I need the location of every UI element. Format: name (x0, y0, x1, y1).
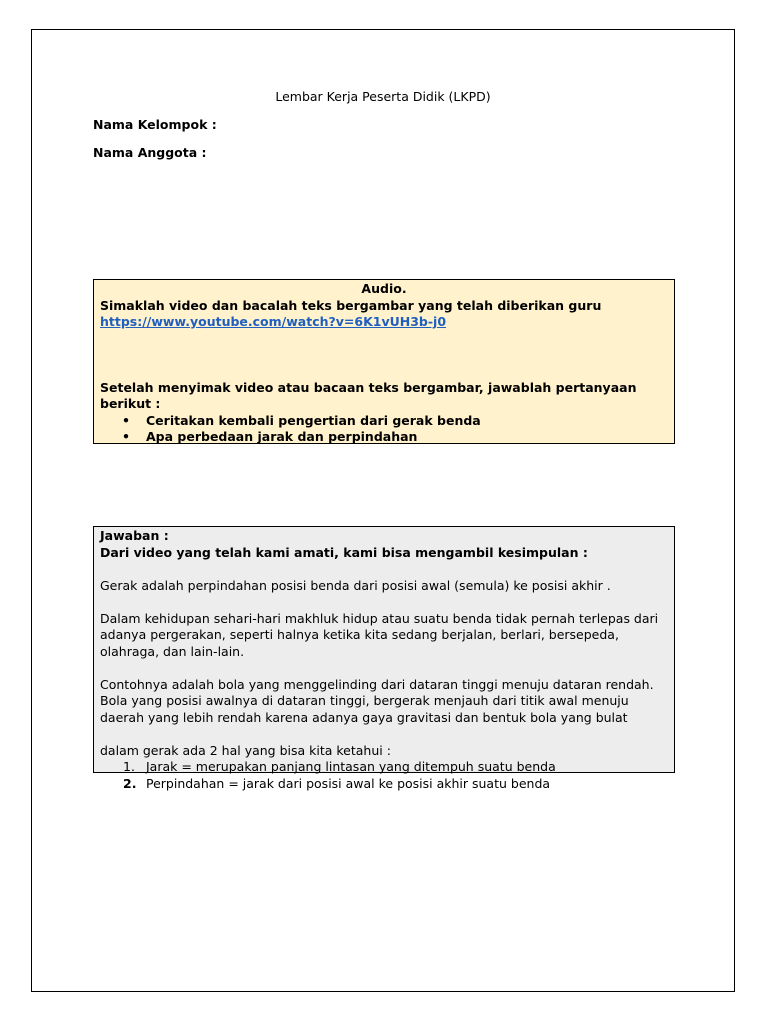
group-name-label: Nama Kelompok : (93, 117, 217, 132)
list-item (100, 429, 668, 446)
answer-paragraph: Gerak adalah perpindahan posisi benda dari posisi awal (semula) ke posisi akhir . (100, 577, 611, 593)
list-item (100, 759, 668, 776)
list-item (100, 776, 668, 793)
audio-heading: Audio. (361, 281, 407, 296)
list-item (100, 413, 668, 430)
answer-intro: Dari video yang telah kami amati, kami bisa mengambil kesimpulan : (100, 544, 588, 560)
answer-list (100, 759, 668, 792)
answer-heading: Jawaban : (100, 528, 169, 543)
document-page (31, 29, 735, 992)
list-intro: dalam gerak ada 2 hal yang bisa kita ketahui : (100, 742, 391, 758)
bullet-icon: • (122, 412, 130, 428)
audio-instruction: Simaklah video dan bacalah teks bergambar yang telah diberikan guru (100, 297, 602, 313)
list-number: 2. (123, 775, 137, 791)
answer-paragraph: Contohnya adalah bola yang menggelinding dari dataran tinggi menuju dataran rendah. Bola yang posisi awalnya di dataran tinggi, bergerak menjauh dari titik awal menuju daerah yang lebih rendah karena adanya gaya gravitasi dan bentuk bola yang bulat (100, 676, 654, 725)
document-title: Lembar Kerja Peserta Didik (LKPD) (275, 89, 491, 104)
list-number: 1. (123, 759, 135, 774)
answer-box (93, 526, 675, 791)
bullet-icon: • (122, 429, 130, 444)
members-label: Nama Anggota : (93, 145, 207, 160)
list-text: Jarak = merupakan panjang lintasan yang ditempuh suatu benda (146, 759, 556, 774)
answer-paragraph: Dalam kehidupan sehari-hari makhluk hidup atau suatu benda tidak pernah terlepas dari adanya pergerakan, seperti halnya ketika kita sedang berjalan, berlari, bersepeda, olahraga, dan lain-lain. (100, 610, 659, 659)
question-prompt: Setelah menyimak video atau bacaan teks bergambar, jawablah pertanyaan berikut : (100, 379, 637, 411)
question-text: Ceritakan kembali pengertian dari gerak benda (146, 412, 481, 428)
list-text: Perpindahan = jarak dari posisi awal ke posisi akhir suatu benda (146, 775, 551, 791)
audio-instruction-box (93, 279, 675, 444)
question-list (100, 413, 668, 446)
video-link[interactable]: https://www.youtube.com/watch?v=6K1vUH3b-j0 (100, 314, 447, 329)
question-text: Apa perbedaan jarak dan perpindahan (146, 429, 418, 444)
